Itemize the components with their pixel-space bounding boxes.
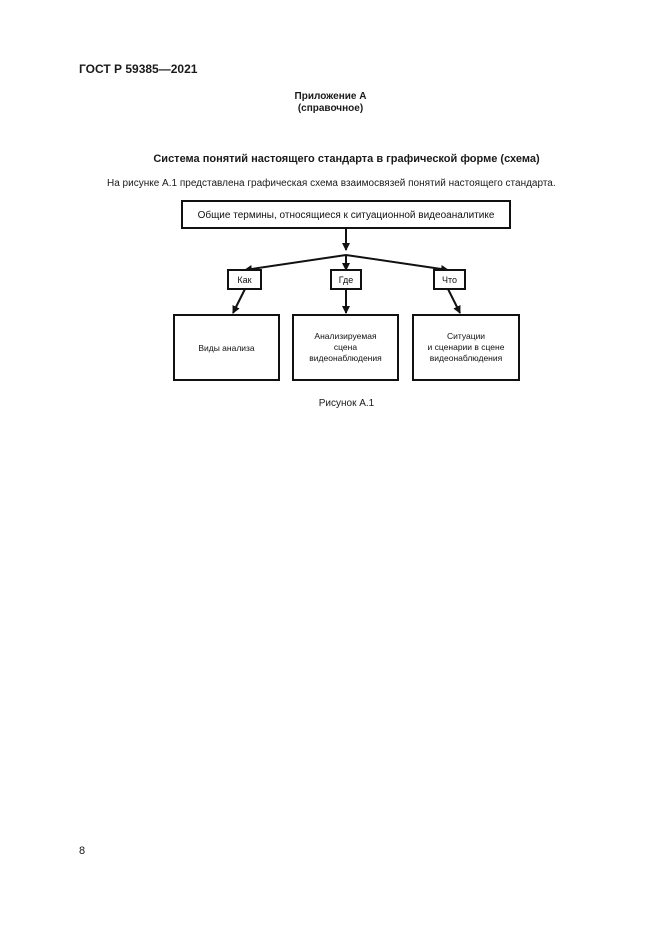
- leaf-chto-line-2: и сценарии в сцене: [427, 342, 505, 352]
- leaf-node-gde: [293, 315, 398, 380]
- leaf-gde-line-1: Анализируемая: [314, 331, 377, 341]
- figure-caption: Рисунок А.1: [318, 398, 375, 409]
- annex-subtitle: (справочное): [297, 103, 364, 114]
- leaf-kak-line-1: Виды анализа: [198, 343, 255, 353]
- root-node-label: Общие термины, относящиеся к ситуационной видеоаналитике: [197, 210, 495, 221]
- leaf-chto-line-1: Ситуации: [446, 331, 486, 341]
- branch-label-chto: Что: [441, 275, 458, 285]
- branch-arrow-chto: [346, 255, 448, 270]
- branch-node-gde: [331, 270, 361, 289]
- annex-title: Приложение А: [294, 91, 367, 102]
- document-code: ГОСТ Р 59385—2021: [79, 62, 198, 76]
- page-number: 8: [79, 845, 86, 857]
- leaf-arrow-kak: [233, 289, 245, 313]
- leaf-node-kak: [174, 315, 279, 380]
- branch-label-gde: Где: [338, 275, 354, 285]
- root-node: [182, 201, 510, 228]
- leaf-gde-line-3: видеонаблюдения: [309, 353, 382, 363]
- section-title: Система понятий настоящего стандарта в графической форме (схема): [153, 153, 540, 165]
- leaf-gde-line-2: сцена: [333, 342, 358, 352]
- leaf-node-chto: [413, 315, 519, 380]
- branch-node-chto: [434, 270, 465, 289]
- branch-arrow-kak: [245, 255, 346, 270]
- leaf-chto-line-3: видеонаблюдения: [429, 353, 503, 363]
- branch-label-kak: Как: [237, 275, 252, 285]
- intro-paragraph: На рисунке А.1 представлена графическая схема взаимосвязей понятий настоящего стандарта.: [107, 178, 556, 189]
- branch-node-kak: [228, 270, 261, 289]
- leaf-arrow-chto: [448, 289, 460, 313]
